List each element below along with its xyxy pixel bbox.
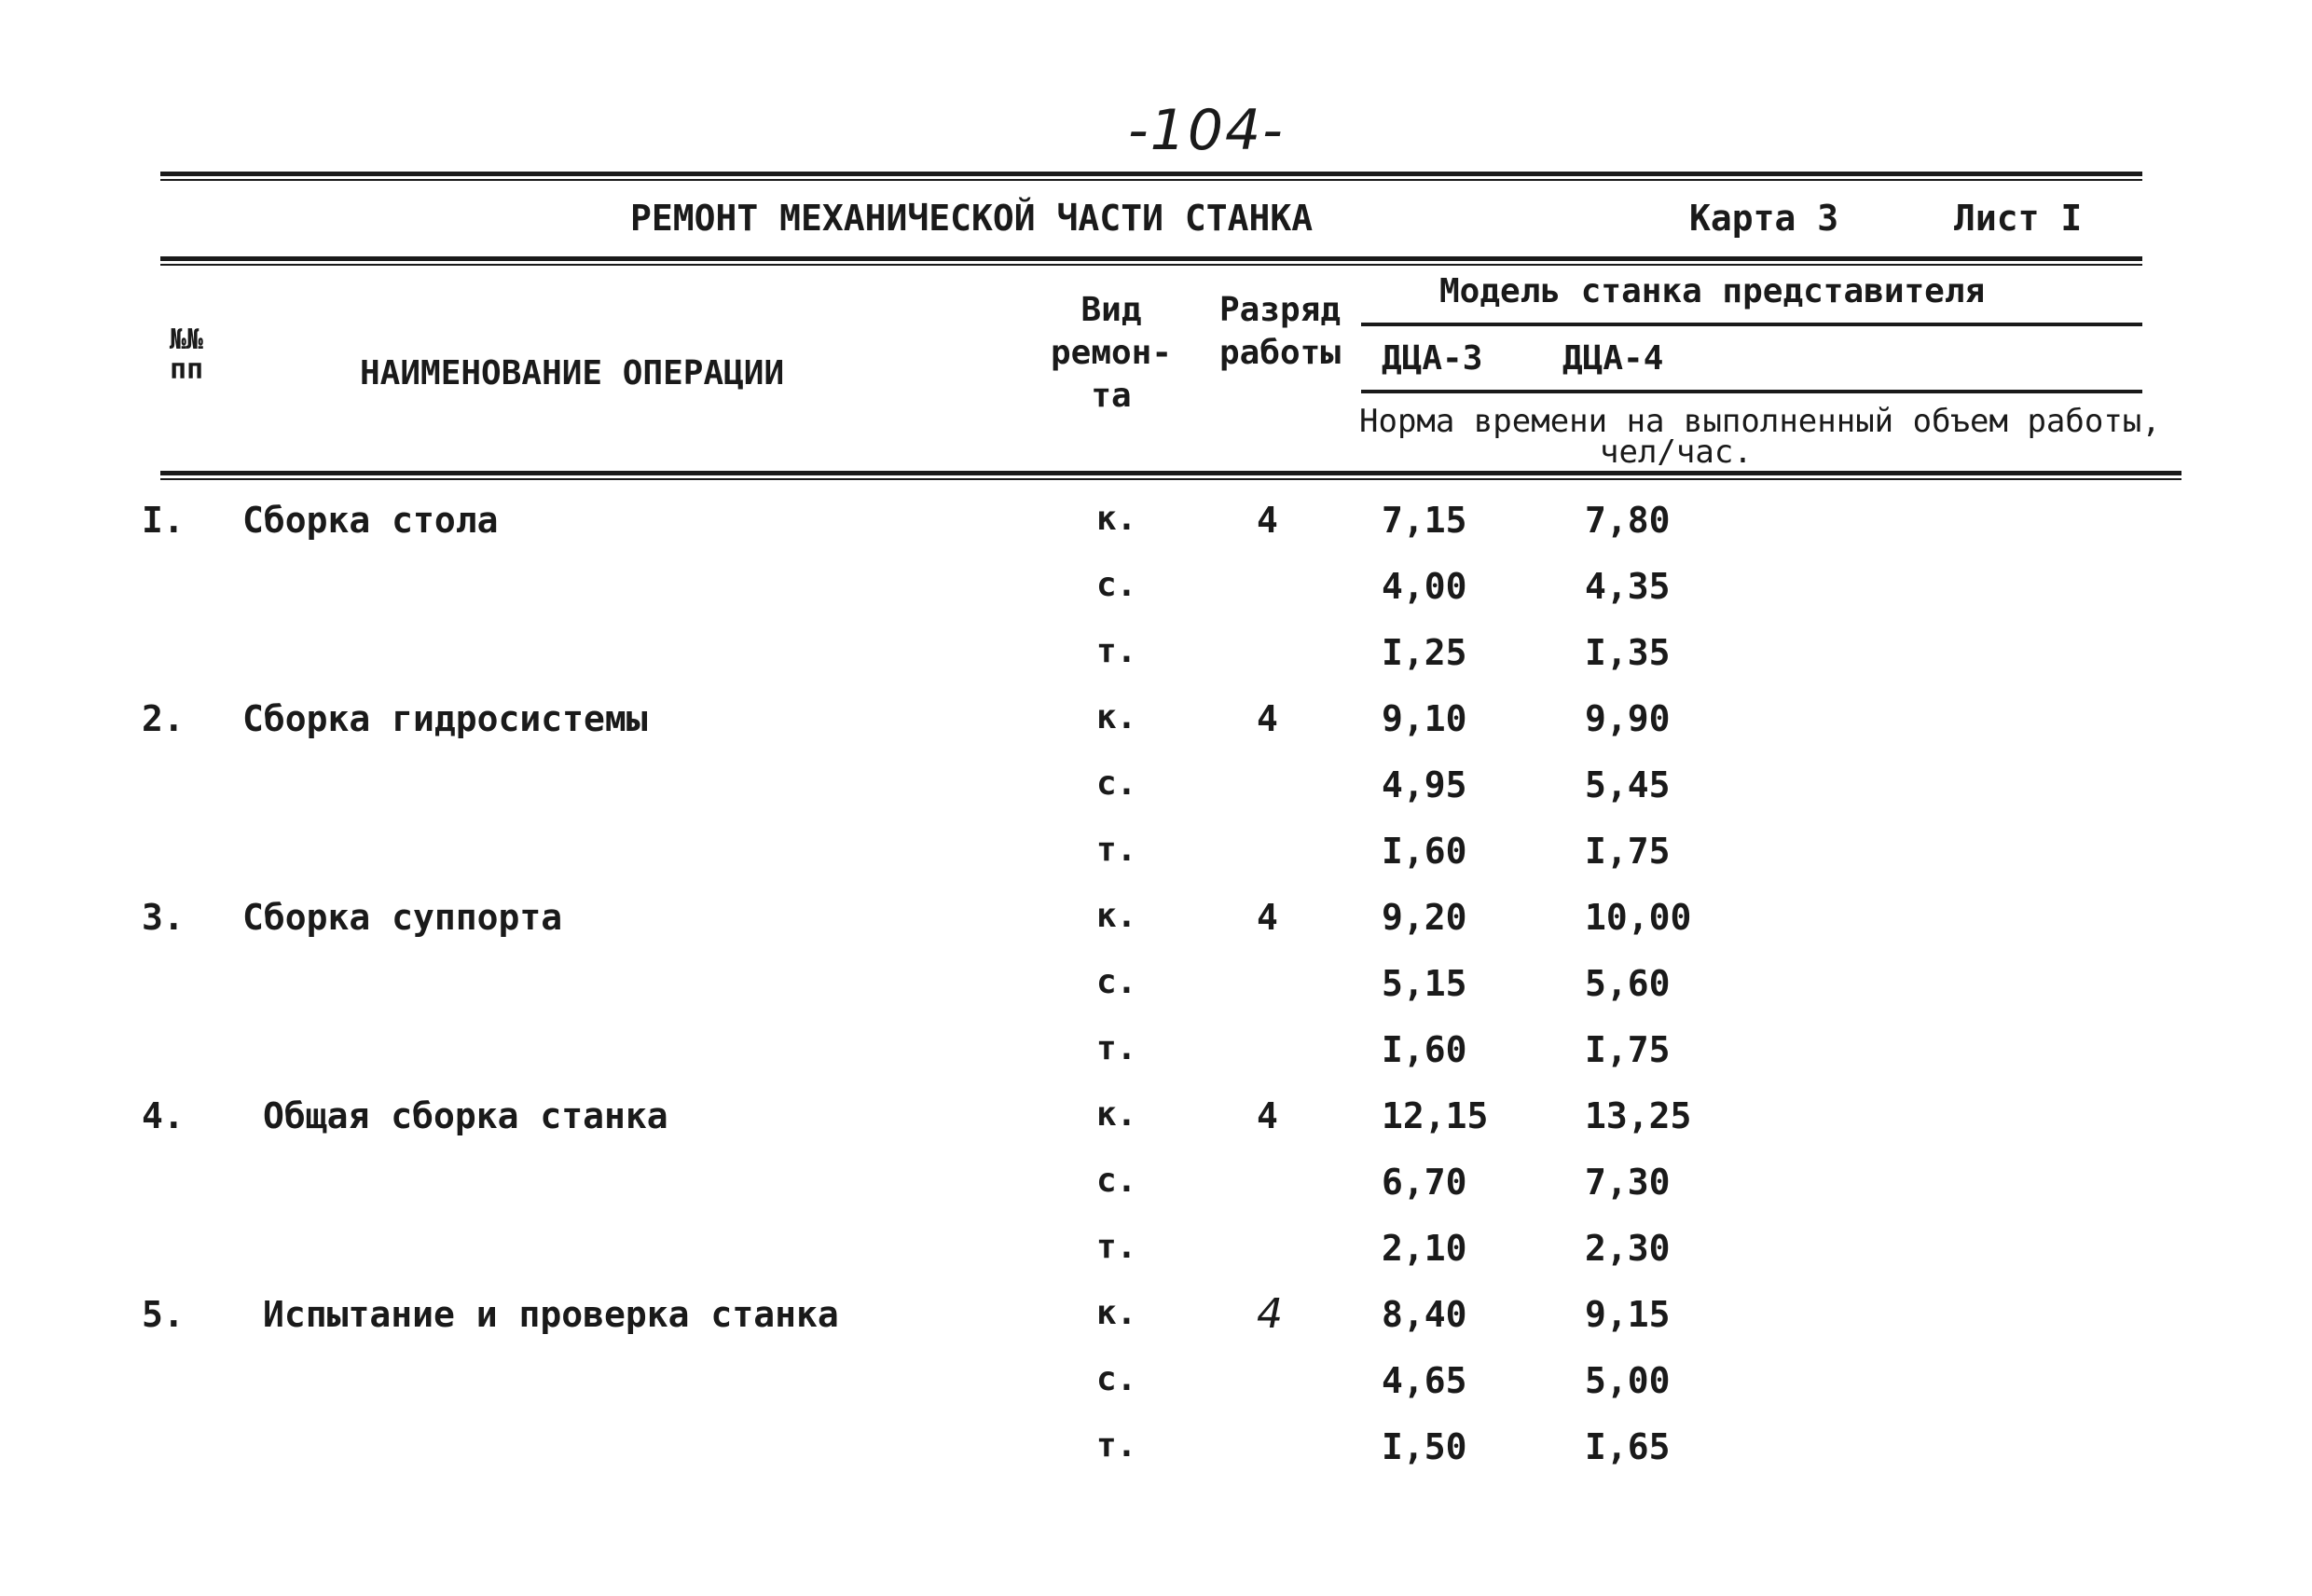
row-number: 4. bbox=[142, 1095, 185, 1136]
repair-type: с. bbox=[1096, 963, 1137, 1001]
repair-type: с. bbox=[1096, 1162, 1137, 1200]
norm-model-1: I,60 bbox=[1382, 831, 1467, 872]
repair-type: к. bbox=[1096, 698, 1137, 736]
col-grade-line-1: Разряд bbox=[1218, 291, 1342, 329]
row-number: 5. bbox=[142, 1294, 185, 1335]
operation-name: Сборка стола bbox=[242, 500, 499, 541]
operation-name: Общая сборка станка bbox=[263, 1095, 668, 1136]
model-head-1: ДЦА-3 bbox=[1382, 339, 1483, 378]
col-grade-head bbox=[1210, 289, 1350, 375]
norm-model-1: I,25 bbox=[1382, 632, 1467, 673]
repair-type: к. bbox=[1096, 1095, 1137, 1134]
top-rule bbox=[160, 172, 2142, 176]
repair-type: к. bbox=[1096, 897, 1137, 935]
col-repair-type-line-1: Вид bbox=[1080, 291, 1142, 329]
card-number: Карта 3 bbox=[1689, 198, 1839, 239]
norm-model-1: 5,15 bbox=[1382, 963, 1467, 1004]
grade-value: 4 bbox=[1257, 1095, 1278, 1136]
norm-model-1: 4,65 bbox=[1382, 1360, 1467, 1401]
norm-model-2: 7,30 bbox=[1585, 1162, 1671, 1203]
norm-model-2: 9,15 bbox=[1585, 1294, 1671, 1335]
repair-type: т. bbox=[1096, 831, 1137, 869]
grade-value: 4 bbox=[1257, 1290, 1283, 1338]
norm-model-1: 2,10 bbox=[1382, 1228, 1467, 1269]
norm-head-line-1: Норма времени на выполненный объем работы, bbox=[1359, 403, 2161, 440]
norm-model-1: 4,00 bbox=[1382, 566, 1467, 607]
repair-type: т. bbox=[1096, 1426, 1137, 1465]
col-num-line-1: №№ bbox=[169, 323, 204, 356]
col-operation-head: НАИМЕНОВАНИЕ ОПЕРАЦИИ bbox=[360, 354, 785, 392]
repair-type: с. bbox=[1096, 1360, 1137, 1398]
column-heads-rule bbox=[160, 471, 2181, 475]
norm-model-2: 2,30 bbox=[1585, 1228, 1671, 1269]
norm-model-2: I,65 bbox=[1585, 1426, 1671, 1467]
col-repair-type-line-3: та bbox=[1091, 377, 1132, 415]
norm-model-1: I,50 bbox=[1382, 1426, 1467, 1467]
operation-name: Сборка гидросистемы bbox=[242, 698, 648, 739]
model-group-rule bbox=[1361, 323, 2142, 326]
header-rule bbox=[160, 256, 2142, 261]
operation-name: Сборка суппорта bbox=[242, 897, 563, 938]
norm-model-2: 4,35 bbox=[1585, 566, 1671, 607]
norm-model-2: I,75 bbox=[1585, 831, 1671, 872]
norm-model-1: 9,20 bbox=[1382, 897, 1467, 938]
top-rule-thin bbox=[160, 179, 2142, 181]
norm-model-1: I,60 bbox=[1382, 1029, 1467, 1070]
norm-model-1: 8,40 bbox=[1382, 1294, 1467, 1335]
norm-model-2: 10,00 bbox=[1585, 897, 1692, 938]
norm-model-1: 4,95 bbox=[1382, 764, 1467, 805]
row-number: 3. bbox=[142, 897, 185, 938]
col-num-head bbox=[160, 323, 213, 386]
col-num-line-2: пп bbox=[169, 353, 204, 386]
norm-model-2: 5,45 bbox=[1585, 764, 1671, 805]
norm-model-2: I,75 bbox=[1585, 1029, 1671, 1070]
grade-value: 4 bbox=[1257, 897, 1278, 938]
norm-head-line-2: чел/час. bbox=[1600, 433, 1753, 471]
document-title: РЕМОНТ МЕХАНИЧЕСКОЙ ЧАСТИ СТАНКА bbox=[630, 198, 1314, 239]
norm-model-2: 7,80 bbox=[1585, 500, 1671, 541]
col-model-group-head: Модель станка представителя bbox=[1439, 272, 1986, 310]
norm-model-2: I,35 bbox=[1585, 632, 1671, 673]
row-number: I. bbox=[142, 500, 185, 541]
header-rule-thin bbox=[160, 264, 2142, 266]
operation-name: Испытание и проверка станка bbox=[263, 1294, 839, 1335]
repair-type: с. bbox=[1096, 566, 1137, 604]
repair-type: т. bbox=[1096, 1228, 1137, 1266]
norm-model-1: 9,10 bbox=[1382, 698, 1467, 739]
col-repair-type-head bbox=[1037, 289, 1186, 418]
norm-model-2: 13,25 bbox=[1585, 1095, 1692, 1136]
repair-type: к. bbox=[1096, 500, 1137, 538]
model-head-2: ДЦА-4 bbox=[1562, 339, 1664, 378]
column-heads-rule-thin bbox=[160, 478, 2181, 480]
norm-model-2: 9,90 bbox=[1585, 698, 1671, 739]
grade-value: 4 bbox=[1257, 500, 1278, 541]
norm-head bbox=[1359, 403, 2161, 471]
sheet-number: Лист I bbox=[1954, 198, 2083, 239]
col-grade-line-2: работы bbox=[1218, 334, 1342, 372]
norm-model-1: 6,70 bbox=[1382, 1162, 1467, 1203]
norm-model-1: 7,15 bbox=[1382, 500, 1467, 541]
repair-type: т. bbox=[1096, 1029, 1137, 1067]
repair-type: т. bbox=[1096, 632, 1137, 670]
col-repair-type-line-2: ремон- bbox=[1050, 334, 1173, 372]
norm-model-2: 5,00 bbox=[1585, 1360, 1671, 1401]
norm-model-2: 5,60 bbox=[1585, 963, 1671, 1004]
norm-model-1: 12,15 bbox=[1382, 1095, 1489, 1136]
grade-value: 4 bbox=[1257, 698, 1278, 739]
models-rule bbox=[1361, 390, 2142, 393]
repair-type: к. bbox=[1096, 1294, 1137, 1332]
row-number: 2. bbox=[142, 698, 185, 739]
page-number: -104- bbox=[1128, 98, 1285, 163]
repair-type: с. bbox=[1096, 764, 1137, 803]
